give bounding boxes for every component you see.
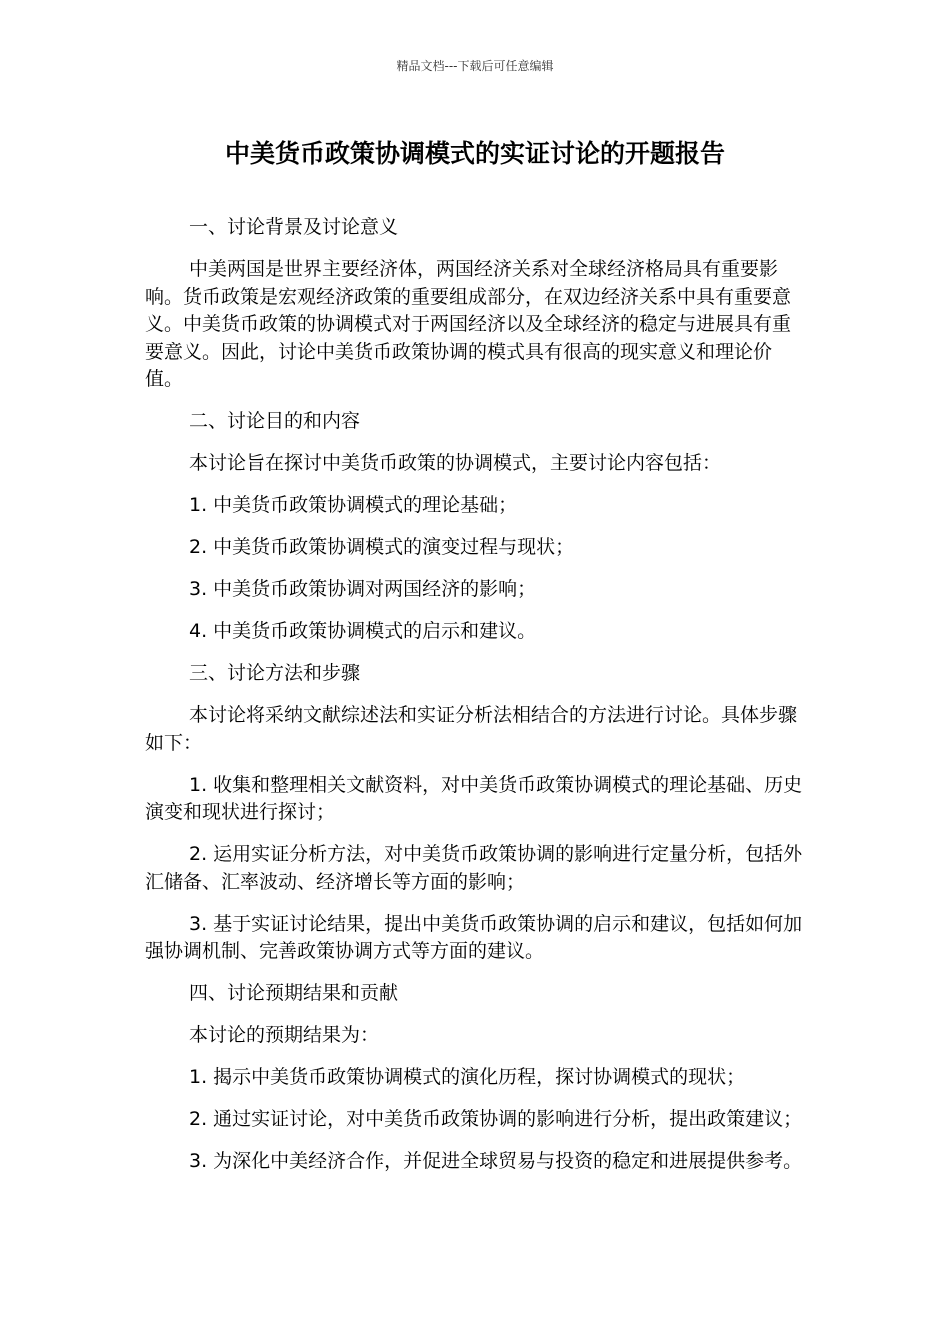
list-item-objective-3: 3. 中美货币政策协调对两国经济的影响； (189, 578, 537, 600)
section-heading-objectives: 二、讨论目的和内容 (189, 410, 361, 432)
paragraph-objectives-intro: 本讨论旨在探讨中美货币政策的协调模式，主要讨论内容包括： (189, 452, 722, 474)
list-item-step-3: 3. 基于实证讨论结果，提出中美货币政策协调的启示和建议，包括如何加强协调机制、完善政策协调方式等方面的建议。 (145, 912, 803, 962)
document-title: 中美货币政策协调模式的实证讨论的开题报告 (224, 139, 725, 168)
list-item-step-2: 2. 运用实证分析方法，对中美货币政策协调的影响进行定量分析，包括外汇储备、汇率波动、经济增长等方面的影响； (145, 843, 803, 893)
list-item-objective-4: 4. 中美货币政策协调模式的启示和建议。 (189, 620, 537, 642)
list-item-objective-1: 1. 中美货币政策协调模式的理论基础； (189, 494, 518, 516)
section-heading-background: 一、讨论背景及讨论意义 (189, 216, 399, 238)
section-heading-methods: 三、讨论方法和步骤 (189, 662, 361, 684)
paragraph-background: 中美两国是世界主要经济体，两国经济关系对全球经济格局具有重要影响。货币政策是宏观经济政策的重要组成部分，在双边经济关系中具有重要意义。中美货币政策的协调模式对于两国经济以及全球经济的稳定与进展具有重要意义。因此，讨论中美货币政策协调的模式具有很高的现实意义和理论价值。 (145, 258, 792, 390)
section-heading-expected-results: 四、讨论预期结果和贡献 (189, 982, 399, 1004)
list-item-step-1: 1. 收集和整理相关文献资料，对中美货币政策协调模式的理论基础、历史演变和现状进行探讨； (145, 773, 803, 823)
list-item-result-3: 3. 为深化中美经济合作，并促进全球贸易与投资的稳定和进展提供参考。 (189, 1150, 803, 1172)
paragraph-results-intro: 本讨论的预期结果为： (189, 1024, 380, 1046)
document-body (145, 214, 809, 1190)
list-item-result-2: 2. 通过实证讨论，对中美货币政策协调的影响进行分析，提出政策建议； (189, 1108, 803, 1130)
list-item-objective-2: 2. 中美货币政策协调模式的演变过程与现状； (189, 536, 575, 558)
page-header-watermark: 精品文档---下载后可任意编辑 (396, 59, 554, 73)
paragraph-methods-intro: 本讨论将采纳文献综述法和实证分析法相结合的方法进行讨论。具体步骤如下： (145, 704, 798, 754)
list-item-result-1: 1. 揭示中美货币政策协调模式的演化历程，探讨协调模式的现状； (189, 1066, 746, 1088)
